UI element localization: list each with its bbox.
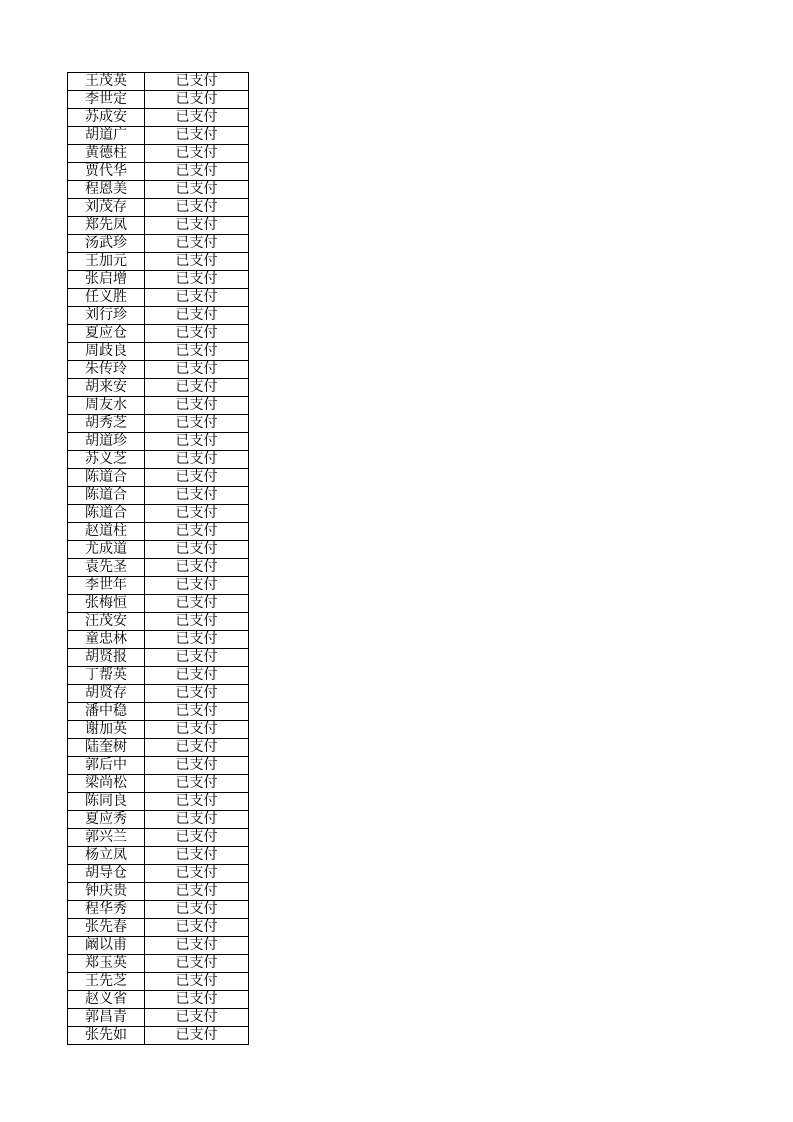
payment-status-cell: 已支付 xyxy=(145,91,249,109)
table-row xyxy=(68,235,249,253)
table-row xyxy=(68,523,249,541)
name-cell: 梁尚松 xyxy=(68,775,145,793)
payment-status-cell: 已支付 xyxy=(145,523,249,541)
name-cell: 李世年 xyxy=(68,577,145,595)
name-cell: 郭昌青 xyxy=(68,1009,145,1027)
name-cell: 胡道广 xyxy=(68,127,145,145)
name-cell: 陈道合 xyxy=(68,487,145,505)
name-cell: 张先如 xyxy=(68,1027,145,1045)
name-cell: 胡秀芝 xyxy=(68,415,145,433)
payment-status-cell: 已支付 xyxy=(145,253,249,271)
table-row xyxy=(68,91,249,109)
payment-status-cell: 已支付 xyxy=(145,109,249,127)
table-row xyxy=(68,829,249,847)
table-row xyxy=(68,451,249,469)
table-row xyxy=(68,127,249,145)
name-cell: 程恩美 xyxy=(68,181,145,199)
table-row xyxy=(68,361,249,379)
name-cell: 胡导仓 xyxy=(68,865,145,883)
payment-status-cell: 已支付 xyxy=(145,163,249,181)
table-row xyxy=(68,307,249,325)
payment-status-cell: 已支付 xyxy=(145,379,249,397)
table-row xyxy=(68,109,249,127)
table-row xyxy=(68,649,249,667)
table-row xyxy=(68,775,249,793)
name-cell: 陈道合 xyxy=(68,505,145,523)
table-row xyxy=(68,937,249,955)
table-row xyxy=(68,397,249,415)
payment-status-cell: 已支付 xyxy=(145,541,249,559)
table-row xyxy=(68,793,249,811)
payment-status-cell: 已支付 xyxy=(145,775,249,793)
payment-status-cell: 已支付 xyxy=(145,271,249,289)
payment-status-cell: 已支付 xyxy=(145,937,249,955)
name-cell: 王加元 xyxy=(68,253,145,271)
table-row xyxy=(68,73,249,91)
table-row xyxy=(68,199,249,217)
table-row xyxy=(68,757,249,775)
payment-status-table xyxy=(67,72,249,1045)
table-row xyxy=(68,667,249,685)
payment-status-cell: 已支付 xyxy=(145,811,249,829)
table-row xyxy=(68,865,249,883)
name-cell: 汪茂安 xyxy=(68,613,145,631)
name-cell: 钟庆贵 xyxy=(68,883,145,901)
payment-status-cell: 已支付 xyxy=(145,235,249,253)
name-cell: 陈同良 xyxy=(68,793,145,811)
payment-status-cell: 已支付 xyxy=(145,397,249,415)
name-cell: 刘茂存 xyxy=(68,199,145,217)
payment-status-cell: 已支付 xyxy=(145,559,249,577)
table-row xyxy=(68,415,249,433)
name-cell: 谢加英 xyxy=(68,721,145,739)
name-cell: 杨立凤 xyxy=(68,847,145,865)
name-cell: 张启增 xyxy=(68,271,145,289)
name-cell: 赵义省 xyxy=(68,991,145,1009)
name-cell: 童忠林 xyxy=(68,631,145,649)
table-row xyxy=(68,1027,249,1045)
table-row xyxy=(68,469,249,487)
payment-status-cell: 已支付 xyxy=(145,1009,249,1027)
table-row xyxy=(68,541,249,559)
name-cell: 陈道合 xyxy=(68,469,145,487)
name-cell: 汤武珍 xyxy=(68,235,145,253)
table-row xyxy=(68,919,249,937)
payment-status-cell: 已支付 xyxy=(145,307,249,325)
table-row xyxy=(68,721,249,739)
name-cell: 郭后中 xyxy=(68,757,145,775)
name-cell: 周友水 xyxy=(68,397,145,415)
table-row xyxy=(68,973,249,991)
payment-status-cell: 已支付 xyxy=(145,721,249,739)
table-row xyxy=(68,991,249,1009)
payment-status-cell: 已支付 xyxy=(145,865,249,883)
payment-status-cell: 已支付 xyxy=(145,739,249,757)
payment-status-cell: 已支付 xyxy=(145,487,249,505)
name-cell: 王茂英 xyxy=(68,73,145,91)
payment-status-cell: 已支付 xyxy=(145,451,249,469)
table-row xyxy=(68,253,249,271)
name-cell: 夏应仓 xyxy=(68,325,145,343)
payment-status-cell: 已支付 xyxy=(145,145,249,163)
payment-status-cell: 已支付 xyxy=(145,991,249,1009)
payment-status-cell: 已支付 xyxy=(145,649,249,667)
table-row xyxy=(68,955,249,973)
name-cell: 程华秀 xyxy=(68,901,145,919)
payment-status-cell: 已支付 xyxy=(145,433,249,451)
name-cell: 李世定 xyxy=(68,91,145,109)
table-row xyxy=(68,901,249,919)
table-row xyxy=(68,703,249,721)
payment-status-cell: 已支付 xyxy=(145,883,249,901)
name-cell: 黄德柱 xyxy=(68,145,145,163)
table-row xyxy=(68,613,249,631)
payment-status-cell: 已支付 xyxy=(145,757,249,775)
table-body xyxy=(68,73,249,1045)
payment-status-cell: 已支付 xyxy=(145,73,249,91)
payment-status-cell: 已支付 xyxy=(145,685,249,703)
payment-status-cell: 已支付 xyxy=(145,919,249,937)
name-cell: 郑玉英 xyxy=(68,955,145,973)
name-cell: 周歧良 xyxy=(68,343,145,361)
name-cell: 尤成道 xyxy=(68,541,145,559)
payment-status-cell: 已支付 xyxy=(145,505,249,523)
table-row xyxy=(68,559,249,577)
name-cell: 张梅恒 xyxy=(68,595,145,613)
name-cell: 胡贤存 xyxy=(68,685,145,703)
name-cell: 任义胜 xyxy=(68,289,145,307)
payment-status-cell: 已支付 xyxy=(145,901,249,919)
payment-status-cell: 已支付 xyxy=(145,793,249,811)
payment-status-cell: 已支付 xyxy=(145,613,249,631)
payment-status-cell: 已支付 xyxy=(145,1027,249,1045)
table-row xyxy=(68,343,249,361)
table-row xyxy=(68,217,249,235)
table-row xyxy=(68,685,249,703)
name-cell: 夏应秀 xyxy=(68,811,145,829)
payment-status-cell: 已支付 xyxy=(145,469,249,487)
table-row xyxy=(68,181,249,199)
name-cell: 胡来安 xyxy=(68,379,145,397)
table-row xyxy=(68,739,249,757)
name-cell: 苏成安 xyxy=(68,109,145,127)
payment-status-cell: 已支付 xyxy=(145,361,249,379)
table-row xyxy=(68,631,249,649)
payment-status-cell: 已支付 xyxy=(145,703,249,721)
table-row xyxy=(68,883,249,901)
payment-status-cell: 已支付 xyxy=(145,199,249,217)
payment-status-cell: 已支付 xyxy=(145,577,249,595)
name-cell: 胡贤报 xyxy=(68,649,145,667)
name-cell: 苏义芝 xyxy=(68,451,145,469)
name-cell: 潘中稳 xyxy=(68,703,145,721)
payment-status-cell: 已支付 xyxy=(145,127,249,145)
payment-status-cell: 已支付 xyxy=(145,325,249,343)
name-cell: 赵道柱 xyxy=(68,523,145,541)
name-cell: 阚以甫 xyxy=(68,937,145,955)
name-cell: 胡道珍 xyxy=(68,433,145,451)
name-cell: 郑先凤 xyxy=(68,217,145,235)
name-cell: 郭兴兰 xyxy=(68,829,145,847)
name-cell: 张先春 xyxy=(68,919,145,937)
table-row xyxy=(68,433,249,451)
payment-status-cell: 已支付 xyxy=(145,847,249,865)
table-row xyxy=(68,811,249,829)
name-cell: 丁帮英 xyxy=(68,667,145,685)
name-cell: 袁先圣 xyxy=(68,559,145,577)
table-row xyxy=(68,487,249,505)
table-row xyxy=(68,505,249,523)
table-row xyxy=(68,325,249,343)
payment-status-cell: 已支付 xyxy=(145,631,249,649)
name-cell: 王先芝 xyxy=(68,973,145,991)
table-row xyxy=(68,577,249,595)
table-row xyxy=(68,271,249,289)
name-cell: 刘行珍 xyxy=(68,307,145,325)
payment-status-cell: 已支付 xyxy=(145,667,249,685)
payment-status-cell: 已支付 xyxy=(145,973,249,991)
name-cell: 陆奎树 xyxy=(68,739,145,757)
payment-status-cell: 已支付 xyxy=(145,343,249,361)
table-row xyxy=(68,145,249,163)
table-row xyxy=(68,163,249,181)
table-row xyxy=(68,847,249,865)
payment-status-cell: 已支付 xyxy=(145,415,249,433)
payment-status-cell: 已支付 xyxy=(145,217,249,235)
payment-status-cell: 已支付 xyxy=(145,181,249,199)
table-row xyxy=(68,1009,249,1027)
payment-status-cell: 已支付 xyxy=(145,289,249,307)
table-row xyxy=(68,289,249,307)
payment-status-cell: 已支付 xyxy=(145,955,249,973)
table-row xyxy=(68,379,249,397)
name-cell: 贾代华 xyxy=(68,163,145,181)
table-row xyxy=(68,595,249,613)
payment-status-cell: 已支付 xyxy=(145,829,249,847)
payment-status-cell: 已支付 xyxy=(145,595,249,613)
name-cell: 朱传玲 xyxy=(68,361,145,379)
